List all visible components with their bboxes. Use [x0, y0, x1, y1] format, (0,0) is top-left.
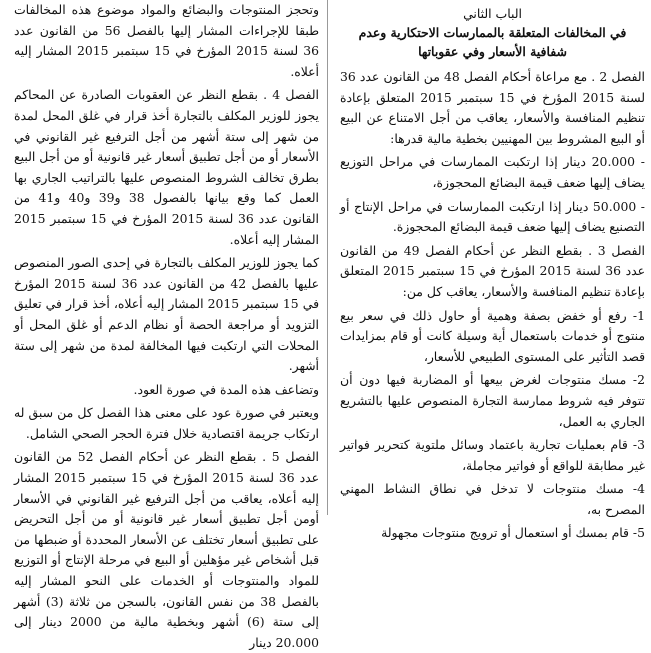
chapter-number: الباب الثاني [463, 6, 522, 21]
article-4-recidivism: وتضاعف هذه المدة في صورة العود. [133, 381, 319, 397]
article-4: الفصل 4 . بقطع النظر عن العقوبات الصادرة عن المحاكم يجوز للوزير المكلف بالتجارة أخذ قرار في غلق المحل لمدة من شهر إلى ستة أشهر من أجل الترفيع غير القانوني في الأسعار أو من أجل تطبيق أسعار غير قانونية أو من أجل البيع بطرق تخالف الشروط المنصوص عليها بالتراتيب الجاري بها العمل كما وقع بيانها بالفصول 38 و39 و40 و41 من القانون عدد 36 لسنة 2015 المؤرخ في 15 سبتمبر 2015 المشار إليه أعلاه. [14, 87, 319, 247]
article-3: الفصل 3 . بقطع النظر عن أحكام الفصل 49 من القانون عدد 36 لسنة 2015 المؤرخ في 15 سبتمبر 2015 المتعلق بإعادة تنظيم المنافسة والأسعار، يعاقب كل من: [340, 242, 645, 299]
right-column [340, 0, 646, 541]
article-3-item-1: 1- رفع أو خفض بصفة وهمية أو حاول ذلك في سعر بيع منتوج أو خدمات باستعمال أية وسيلة كانت أو قام بمزايدات قصد التأثير على المستوى الطبيعي للأسعار، [340, 307, 645, 364]
article-2: الفصل 2 . مع مراعاة أحكام الفصل 48 من القانون عدد 36 لسنة 2015 المؤرخ في 15 سبتمبر 2015 المتعلق بإعادة تنظيم المنافسة والأسعار، يعاقب من أجل الامتناع عن البيع أو البيع المشروط بين المهنيين بخطية مالية قدرها: [340, 69, 646, 146]
article-3-item-5: 5- قام بمسك أو استعمال أو ترويج منتوجات مجهولة [381, 525, 645, 541]
left-column [14, 0, 320, 650]
article-4-paragraph-2: كما يجوز للوزير المكلف بالتجارة في إحدى الصور المنصوص عليها بالفصل 42 من القانون عدد 36 لسنة 2015 المؤرخ في 15 سبتمبر 2015 المشار إليه أعلاه، أخذ قرار في تعليق التزويد أو مراجعة الحصة أو نظام الدعم أو غلق المحل أو المحلات التي ارتكبت فيها المخالفة لمدة من شهر إلى ستة أشهر. [14, 255, 320, 374]
seizure-paragraph: وتحجز المنتوجات والبضائع والمواد موضوع هذه المخالفات طبقا للإجراءات المشار إليها بالفصل 56 من القانون عدد 36 لسنة 2015 المؤرخ في 15 سبتمبر 2015 المشار إليه أعلاه. [14, 2, 319, 79]
column-divider [327, 0, 328, 515]
article-3-item-3: 3- قام بعمليات تجارية باعتماد وسائل ملتوية كتحرير فواتير غير مطابقة للواقع أو فواتير مجاملة، [340, 437, 645, 473]
chapter-heading [340, 4, 645, 61]
article-2-item-distribution: - 20.000 دينار إذا ارتكبت الممارسات في مراحل التوزيع يضاف إليها ضعف قيمة البضائع المحجوزة، [340, 154, 645, 190]
article-3-item-4: 4- مسك منتوجات لا تدخل في نطاق النشاط المهني المصرح به، [340, 481, 645, 517]
chapter-title: في المخالفات المتعلقة بالممارسات الاحتكارية وعدم شفافية الأسعار وفي عقوباتها [358, 25, 627, 59]
article-2-item-production: - 50.000 دينار إذا ارتكبت الممارسات في مراحل الإنتاج أو التصنيع يضاف إليها ضعف قيمة البضائع المحجوزة. [340, 198, 645, 235]
article-4-recidivism-definition: ويعتبر في صورة عود على معنى هذا الفصل كل من سبق له ارتكاب جريمة اقتصادية خلال فترة الحجر الصحي الشامل. [14, 405, 319, 441]
article-3-item-2: 2- مسك منتوجات لغرض بيعها أو المضاربة فيها دون أن تتوفر فيه شروط ممارسة التجارة المنصوص عليها بالتشريع الجاري به العمل، [340, 372, 645, 429]
article-5: الفصل 5 . بقطع النظر عن أحكام الفصل 52 من القانون عدد 36 لسنة 2015 المؤرخ في 15 سبتمبر 2015 المشار إليه أعلاه، يعاقب من أجل الترفيع غير القانوني في الأسعار أومن أجل تطبيق أسعار غير قانونية أو من أجل التحريض على تطبيق أسعار تختلف عن الأسعار المحددة أو ضبطها من قبل أشخاص غير مؤهلين أو البيع في مرحلة الإنتاج أو التوزيع للمواد والمنتوجات أو الخدمات على النحو المشار إليه بالفصل 38 من نفس القانون، بالسجن من ثلاثة (3) أشهر إلى ستة (6) أشهر وبخطية مالية من 2000 دينار إلى 20.000 دينار [14, 449, 319, 650]
